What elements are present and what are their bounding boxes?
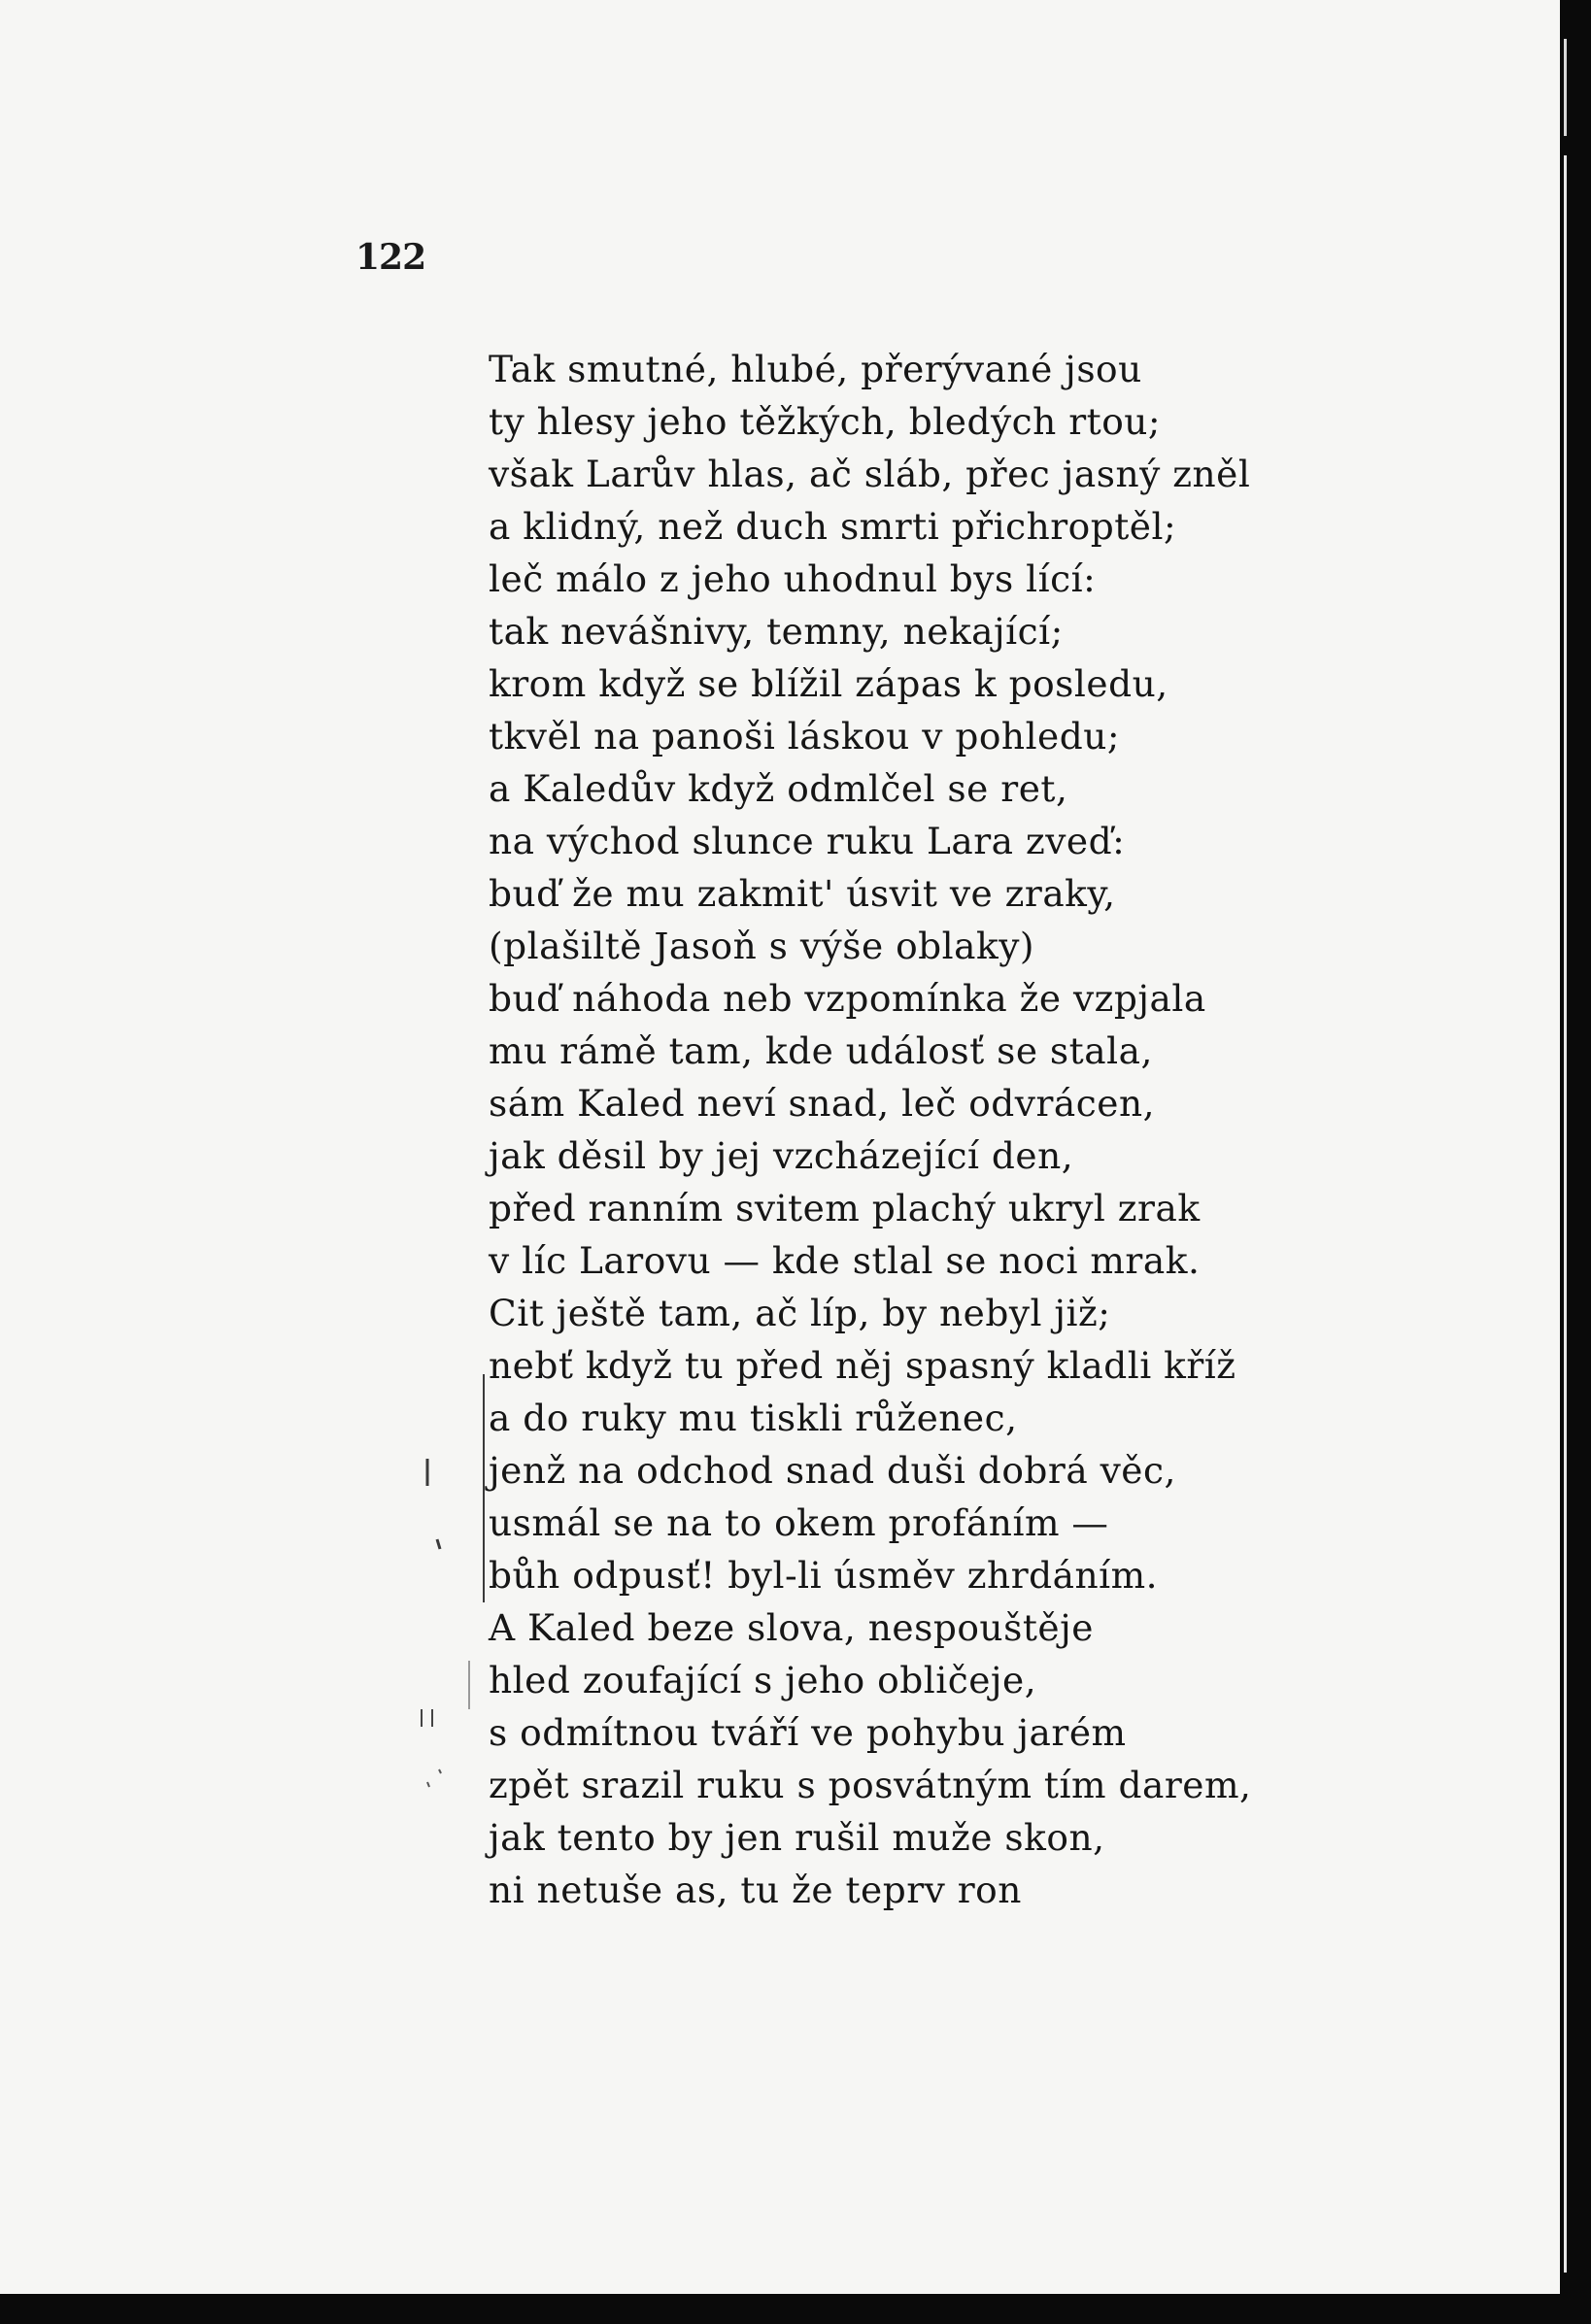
poem-line: buď že mu zakmit' úsvit ve zraky,	[489, 872, 1116, 915]
poem-line: a klidný, než duch smrti přichroptěl;	[489, 505, 1177, 548]
poem-line: mu rámě tam, kde událosť se stala,	[489, 1029, 1153, 1072]
margin-pencil-marks-icon	[408, 1447, 466, 1797]
poem-line: na východ slunce ruku Lara zveď:	[489, 820, 1126, 862]
poem-line: (plašiltě Jasoň s výše oblaky)	[489, 925, 1035, 967]
poem-line: a Kaledův když odmlčel se ret,	[489, 767, 1068, 810]
poem-line: jenž na odchod snad duši dobrá věc,	[489, 1449, 1176, 1492]
poem-line: a do ruky mu tiskli růženec,	[489, 1397, 1018, 1439]
poem-line: Cit ještě tam, ač líp, by nebyl již;	[489, 1292, 1111, 1334]
page-edge-line	[1564, 39, 1567, 136]
poem-line: však Larův hlas, ač sláb, přec jasný zněl	[489, 453, 1251, 495]
poem-line: nebť když tu před něj spasný kladli kříž	[489, 1344, 1236, 1387]
poem-line: hled zoufající s jeho obličeje,	[489, 1659, 1037, 1701]
page-number: 122	[355, 237, 426, 278]
poem-line: A Kaled beze slova, nespouštěje	[489, 1606, 1094, 1649]
poem-text	[489, 343, 1251, 1916]
margin-pencil-bracket	[483, 1374, 485, 1602]
poem-line: Tak smutné, hlubé, přerývané jsou	[489, 348, 1142, 390]
poem-line: jak tento by jen rušil muže skon,	[489, 1816, 1105, 1859]
page-edge-line	[1564, 155, 1567, 2273]
poem-line: tkvěl na panoši láskou v pohledu;	[489, 715, 1121, 758]
scan-border-bottom	[0, 2294, 1591, 2324]
poem-line: zpět srazil ruku s posvátným tím darem,	[489, 1764, 1252, 1806]
poem-line: jak děsil by jej vzcházející den,	[489, 1134, 1074, 1177]
poem-line: tak nevášnivy, temny, nekající;	[489, 610, 1064, 653]
poem-line: v líc Larovu — kde stlal se noci mrak.	[489, 1239, 1201, 1282]
poem-line: krom když se blížil zápas k posledu,	[489, 662, 1168, 705]
poem-line: buď náhoda neb vzpomínka že vzpjala	[489, 977, 1206, 1020]
margin-pencil-stroke	[468, 1661, 470, 1709]
poem-line: před ranním svitem plachý ukryl zrak	[489, 1187, 1201, 1229]
poem-line: sám Kaled neví snad, leč odvrácen,	[489, 1082, 1156, 1125]
poem-line: bůh odpusť! byl-li úsměv zhrdáním.	[489, 1554, 1159, 1597]
poem-line: ni netuše as, tu že teprv ron	[489, 1869, 1022, 1911]
scan-border-right	[1560, 0, 1591, 2324]
poem-line: leč málo z jeho uhodnul bys lící:	[489, 557, 1097, 600]
poem-line: s odmítnou tváří ve pohybu jarém	[489, 1711, 1127, 1754]
poem-line: ty hlesy jeho těžkých, bledých rtou;	[489, 400, 1162, 443]
poem-line: usmál se na to okem profáním —	[489, 1501, 1109, 1544]
